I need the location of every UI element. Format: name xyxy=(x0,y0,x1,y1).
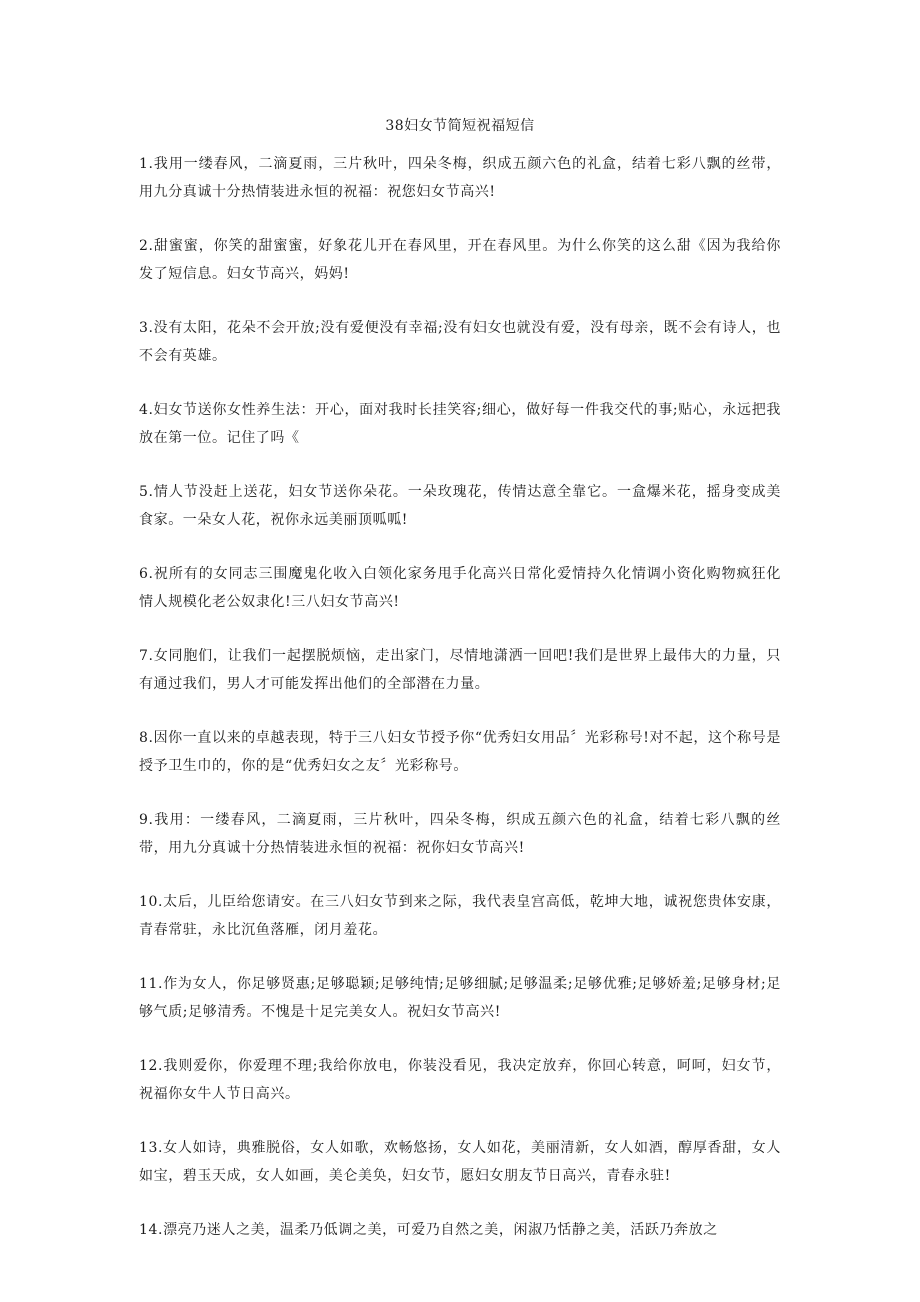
message-item: 3.没有太阳，花朵不会开放;没有爱便没有幸福;没有妇女也就没有爱，没有母亲，既不会有诗人，也不会有英雄。 xyxy=(139,320,781,364)
message-item: 6.祝所有的女同志三围魔鬼化收入白领化家务甩手化高兴日常化爱情持久化情调小资化购物疯狂化情人规模化老公奴隶化!三八妇女节高兴! xyxy=(139,566,781,610)
message-item: 7.女同胞们，让我们一起摆脱烦恼，走出家门，尽情地潇洒一回吧!我们是世界上最伟大的力量，只有通过我们，男人才可能发挥出他们的全部潜在力量。 xyxy=(139,648,781,692)
message-list xyxy=(139,150,781,1270)
message-item: 1.我用一缕春风，二滴夏雨，三片秋叶，四朵冬梅，织成五颜六色的礼盒，结着七彩八飘的丝带，用九分真诚十分热情装进永恒的祝福：祝您妇女节高兴! xyxy=(139,156,781,200)
message-item: 11.作为女人，你足够贤惠;足够聪颖;足够纯情;足够细腻;足够温柔;足够优雅;足够娇羞;足够身材;足够气质;足够清秀。不愧是十足完美女人。祝妇女节高兴! xyxy=(139,976,781,1020)
message-item: 9.我用：一缕春风，二滴夏雨，三片秋叶，四朵冬梅，织成五颜六色的礼盒，结着七彩八飘的丝带，用九分真诚十分热情装进永恒的祝福：祝你妇女节高兴! xyxy=(139,812,781,856)
message-item: 4.妇女节送你女性养生法：开心，面对我时长挂笑容;细心，做好每一件我交代的事;贴心，永远把我放在第一位。记住了吗《 xyxy=(139,402,781,446)
message-item: 8.因你一直以来的卓越表现，特于三八妇女节授予你“优秀妇女用品〞光彩称号!对不起，这个称号是授予卫生巾的，你的是“优秀妇女之友〞光彩称号。 xyxy=(139,730,781,774)
document-title: 38妇女节简短祝福短信 xyxy=(385,118,535,134)
message-item: 2.甜蜜蜜，你笑的甜蜜蜜，好象花儿开在春风里，开在春风里。为什么你笑的这么甜《因为我给你发了短信息。妇女节高兴，妈妈! xyxy=(139,238,781,282)
message-item: 13.女人如诗，典雅脱俗，女人如歌，欢畅悠扬，女人如花，美丽清新，女人如酒，醇厚香甜，女人如宝，碧玉天成，女人如画，美仑美奂，妇女节，愿妇女朋友节日高兴，青春永驻! xyxy=(139,1140,781,1184)
message-item: 5.情人节没赶上送花，妇女节送你朵花。一朵玫瑰花，传情达意全靠它。一盒爆米花，摇身变成美食家。一朵女人花，祝你永远美丽顶呱呱! xyxy=(139,484,781,528)
message-item: 12.我则爱你，你爱理不理;我给你放电，你装没看见，我决定放弃，你回心转意，呵呵，妇女节，祝福你女牛人节日高兴。 xyxy=(139,1058,781,1102)
message-item: 10.太后，儿臣给您请安。在三八妇女节到来之际，我代表皇宫高低，乾坤大地，诚祝您贵体安康，青春常驻，永比沉鱼落雁，闭月羞花。 xyxy=(139,894,781,938)
message-item: 14.漂亮乃迷人之美，温柔乃低调之美，可爱乃自然之美，闲淑乃恬静之美，活跃乃奔放之 xyxy=(139,1222,718,1238)
